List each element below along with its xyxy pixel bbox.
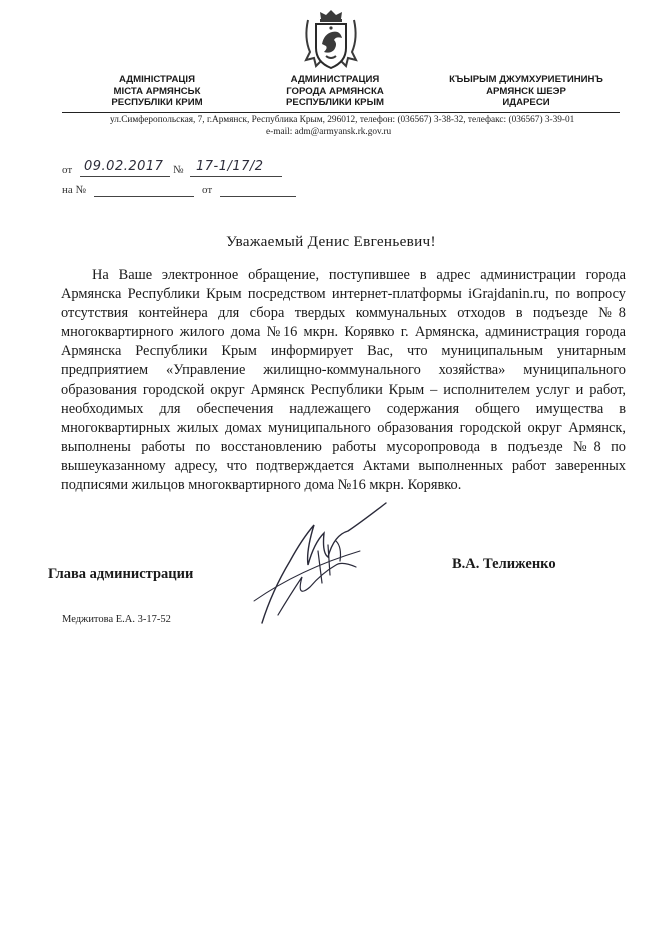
header-line: АДМІНІСТРАЦІЯ: [119, 74, 195, 85]
number-sign: №: [173, 164, 184, 176]
from-label: от: [62, 164, 73, 176]
header-crimean-tatar: [433, 74, 619, 109]
ref-number-label: на №: [62, 184, 87, 196]
address-line: ул.Симферопольская, 7, г.Армянск, Республика Крым, 296012, телефон: (036567) 3-38-32, телефакс: (036567) 3-39-01: [110, 115, 575, 125]
ref-number-blank: [94, 182, 194, 197]
email-line: e-mail: adm@armyansk.rk.gov.ru: [266, 127, 392, 137]
handwritten-signature: [210, 495, 410, 630]
header-line: РЕСПУБЛІКИ КРИМ: [111, 97, 203, 108]
handwritten-number: 17-1/17/2: [196, 159, 264, 174]
header-line: ИДАРЕСИ: [502, 97, 550, 108]
header-line: РЕСПУБЛИКИ КРЫМ: [286, 97, 384, 108]
header-divider: [62, 112, 620, 113]
header-line: ГОРОДА АРМЯНСКА: [286, 85, 384, 97]
header-russian: [260, 74, 410, 109]
header-line: МІСТА АРМЯНСЬК: [113, 85, 201, 97]
header-line: КЪЫРЫМ ДЖУМХУРИЕТИНИНЪ: [449, 74, 603, 85]
header-line: АДМИНИСТРАЦИЯ: [290, 74, 380, 85]
letter-body: На Ваше электронное обращение, поступившее в адрес администрации города Армянска Республики Крым посредством интернет-платформы iGrajdanin.ru, по вопросу отсутствия контейнера для сбора твердых коммунальных отходов в подъезде №8 многоквартирного жилого дома №16 мкрн. Корявко г. Армянска, администрация города Армянска Республики Крым информирует Вас, что муниципальным унитарным предприятием «Управление жилищно-коммунального хозяйства» муниципального образования городской округ Армянск Республики Крым – исполнителем услуг и работ, необходимых для обеспечения надлежащего содержания общего имущества в многоквартирных жилых домах муниципального образования городской округ Армянск, выполнены работы по восстановлению работы мусоропровода в подъезде №8 по вышеуказанному адресу, что подтверждается Актами выполненных работ заверенных подписями жильцов многоквартирного дома №16 мкрн. Корявко.: [61, 267, 626, 494]
executor-line: Меджитова Е.А. 3-17-52: [62, 614, 171, 625]
contact-block: [110, 114, 620, 138]
handwritten-date: 09.02.2017: [84, 159, 164, 174]
ref-from-label: от: [202, 184, 213, 196]
signatory-title: Глава администрации: [48, 566, 194, 582]
signatory-name: В.А. Телиженко: [452, 556, 556, 572]
ref-date-blank: [220, 182, 296, 197]
header-line: АРМЯНСК ШЕЭР: [486, 85, 566, 97]
crimea-coat-of-arms-icon: [300, 8, 362, 74]
salutation: Уважаемый Денис Евгеньевич!: [226, 233, 436, 250]
header-ukrainian: [82, 74, 232, 109]
